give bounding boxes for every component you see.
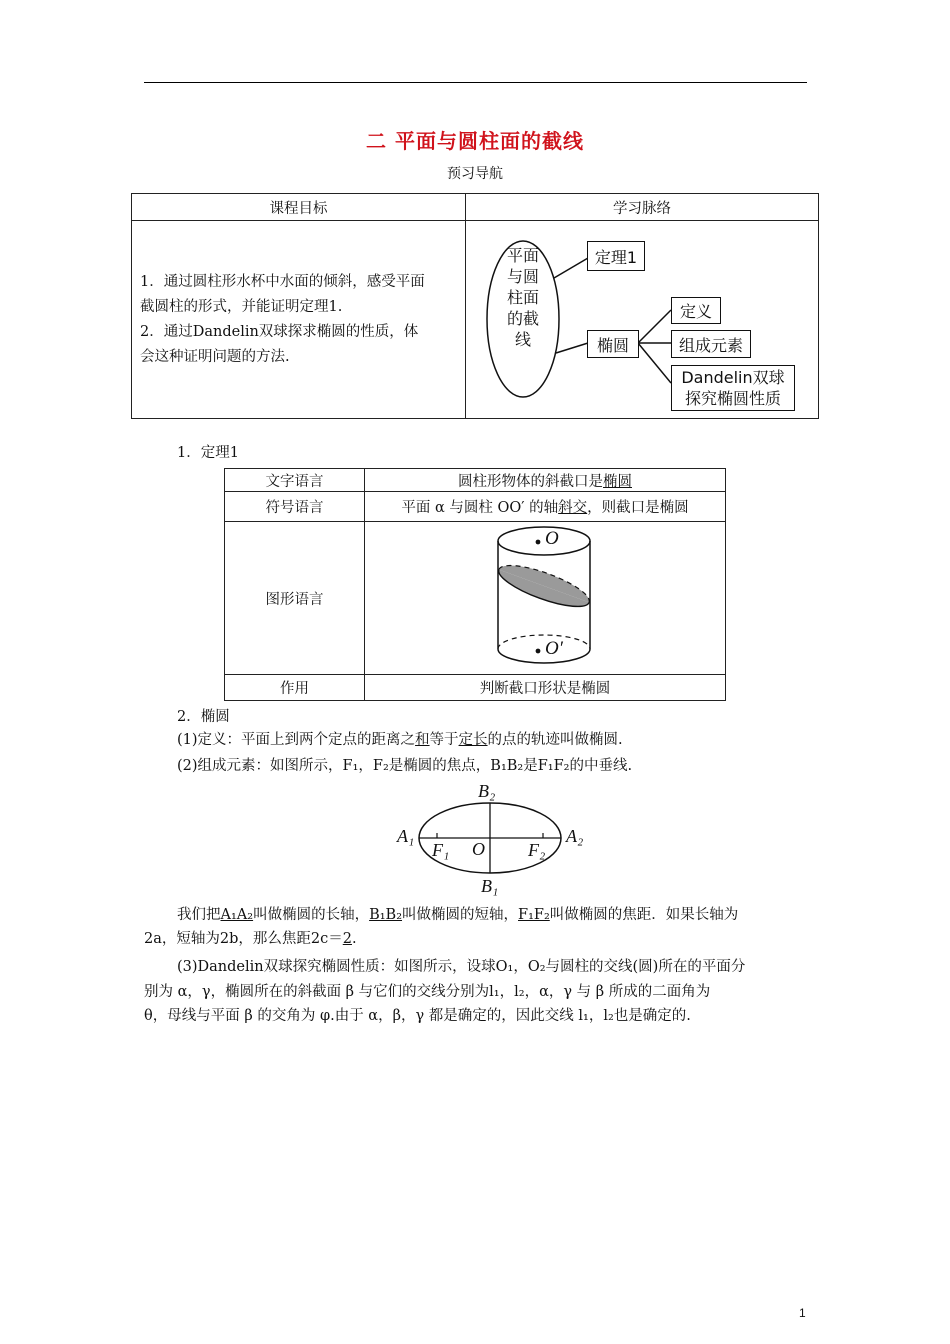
header-rule [144, 82, 807, 83]
label-b1: B₁ [481, 876, 499, 896]
figure-language-label: 图形语言 [225, 522, 365, 675]
cylinder-label-bottom: O′ [545, 638, 563, 659]
cylinder-label-top: O [545, 528, 559, 549]
text-language-label: 文字语言 [225, 469, 365, 492]
symbol-language-value: 平面 α 与圆柱 OO′ 的轴斜交，则截口是椭圆 [365, 492, 726, 522]
map-header: 学习脉络 [466, 194, 819, 221]
text-language-value: 圆柱形物体的斜截口是椭圆 [365, 469, 726, 492]
use-label: 作用 [225, 675, 365, 701]
label-b2: B₂ [478, 781, 496, 801]
section1-heading: 1．定理1 [177, 445, 239, 461]
axes-text-line1: 我们把A₁A₂叫做椭圆的长轴，B₁B₂叫做椭圆的短轴，F₁F₂叫做椭圆的焦距．如果长轴为 [177, 907, 739, 923]
section2-heading: 2．椭圆 [177, 709, 230, 725]
symbol-language-label: 符号语言 [225, 492, 365, 522]
map-node-theorem: 定理1 [587, 241, 645, 271]
dandelin-text-line: 别为 α，γ，椭圆所在的斜截面 β 与它们的交线分别为l₁，l₂，α，γ 与 β 所成的二面角为 [144, 984, 711, 1000]
goals-cell [132, 221, 466, 419]
goals-header: 课程目标 [132, 194, 466, 221]
goal-line: 1．通过圆柱形水杯中水面的倾斜，感受平面 [140, 273, 425, 290]
map-node-dandelin: Dandelin双球 探究椭圆性质 [671, 365, 795, 411]
goal-line: 截圆柱的形式，并能证明定理1. [140, 298, 343, 315]
dandelin-text-line: (3)Dandelin双球探究椭圆性质：如图所示，设球O₁，O₂与圆柱的交线(圆)所在的平面分 [177, 959, 746, 975]
label-a2: A₂ [566, 826, 584, 846]
theorem-table [224, 468, 726, 701]
use-value: 判断截口形状是椭圆 [365, 675, 726, 701]
ellipse-elements: (2)组成元素：如图所示，F₁，F₂是椭圆的焦点，B₁B₂是F₁F₂的中垂线. [177, 758, 633, 774]
section-subtitle: 预习导航 [447, 166, 503, 182]
page-title: 二 平面与圆柱面的截线 [366, 129, 584, 153]
page-number: 1 [799, 1306, 806, 1320]
ellipse-definition: (1)定义：平面上到两个定点的距离之和等于定长的点的轨迹叫做椭圆. [177, 732, 623, 748]
map-node-ellipse: 椭圆 [587, 330, 639, 358]
map-root-node: 平面 与圆 柱面 的截 线 [506, 246, 539, 349]
label-f2: F₂ [528, 840, 546, 860]
goal-line: 2．通过Dandelin双球探求椭圆的性质，体 [140, 323, 419, 340]
label-a1: A₁ [397, 826, 415, 846]
label-f1: F₁ [432, 840, 450, 860]
label-o: O [472, 839, 485, 859]
map-node-elements: 组成元素 [671, 330, 751, 358]
goal-line: 会这种证明问题的方法. [140, 348, 290, 365]
axes-text-line2: 2a，短轴为2b，那么焦距2c＝2. [144, 931, 357, 947]
dandelin-text-line: θ，母线与平面 β 的交角为 φ.由于 α，β，γ 都是确定的，因此交线 l₁，l₂也是确定的. [144, 1008, 691, 1024]
map-node-definition: 定义 [671, 297, 721, 324]
